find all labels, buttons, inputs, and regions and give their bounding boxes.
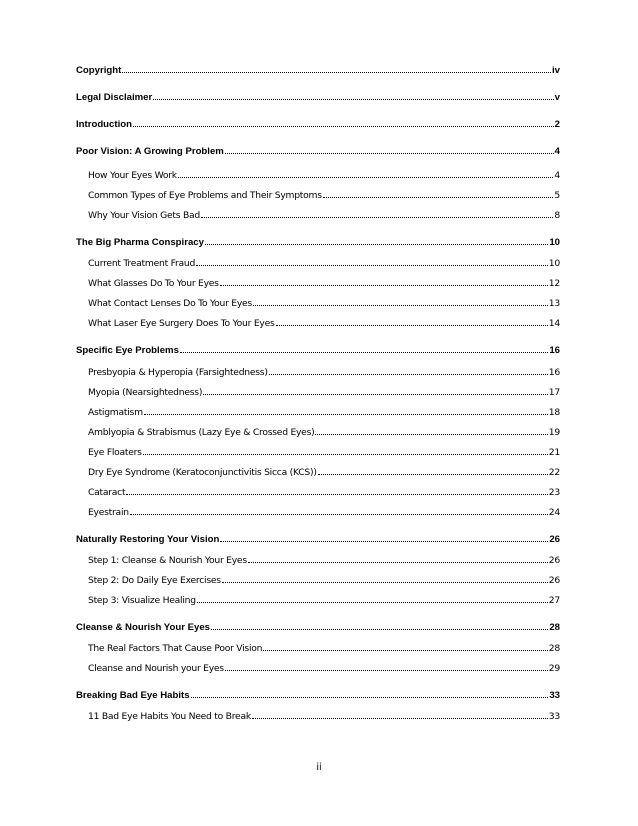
toc-chapter-entry[interactable] bbox=[76, 114, 560, 130]
toc-entry-title: What Glasses Do To Your Eyes bbox=[88, 278, 219, 289]
toc-entry-title: Legal Disclaimer bbox=[76, 92, 153, 103]
toc-entry-page: 14 bbox=[548, 318, 560, 329]
toc-entry-page: 26 bbox=[548, 575, 560, 586]
dot-leader bbox=[225, 669, 548, 671]
toc-entry-page: 19 bbox=[548, 427, 560, 438]
toc-section-entry[interactable] bbox=[88, 165, 560, 181]
toc-entry-title: Dry Eye Syndrome (Keratoconjunctivitis Sicca (KCS)) bbox=[88, 467, 317, 478]
dot-leader bbox=[263, 649, 548, 651]
toc-section-entry[interactable] bbox=[88, 462, 560, 478]
toc-entry-page: 13 bbox=[548, 298, 560, 309]
toc-entry-page: 2 bbox=[554, 119, 560, 130]
toc-entry-page: 10 bbox=[549, 237, 560, 248]
toc-entry-title: Cleanse and Nourish your Eyes bbox=[88, 663, 224, 674]
toc-section-entry[interactable] bbox=[88, 482, 560, 498]
dot-leader bbox=[248, 561, 548, 563]
toc-entry-page: 10 bbox=[548, 258, 560, 269]
toc-entry-page: 26 bbox=[549, 534, 560, 545]
dot-leader bbox=[323, 196, 554, 198]
toc-entry-title: Presbyopia & Hyperopia (Farsightedness) bbox=[88, 367, 268, 378]
dot-leader bbox=[143, 453, 548, 455]
dot-leader bbox=[220, 540, 548, 542]
toc-entry-page: 22 bbox=[548, 467, 560, 478]
toc-entry-title: Current Treatment Fraud bbox=[88, 258, 196, 269]
toc-entry-title: 11 Bad Eye Habits You Need to Break bbox=[88, 711, 251, 722]
toc-entry-title: Cataract bbox=[88, 487, 126, 498]
toc-entry-page: v bbox=[554, 92, 560, 103]
dot-leader bbox=[252, 717, 548, 719]
toc-section-entry[interactable] bbox=[88, 273, 560, 289]
toc-entry-page: 17 bbox=[548, 387, 560, 398]
toc-chapter-entry[interactable] bbox=[76, 685, 560, 701]
dot-leader bbox=[196, 264, 548, 266]
dot-leader bbox=[133, 125, 554, 127]
toc-entry-title: The Real Factors That Cause Poor Vision bbox=[88, 643, 263, 654]
dot-leader bbox=[201, 216, 553, 218]
dot-leader bbox=[130, 513, 548, 515]
dot-leader bbox=[122, 71, 551, 73]
toc-section-entry[interactable] bbox=[88, 442, 560, 458]
toc-entry-title: Naturally Restoring Your Vision bbox=[76, 534, 220, 545]
dot-leader bbox=[144, 413, 548, 415]
dot-leader bbox=[269, 373, 548, 375]
toc-entry-page: iv bbox=[551, 65, 560, 76]
dot-leader bbox=[318, 473, 548, 475]
toc-chapter-entry[interactable] bbox=[76, 529, 560, 545]
toc-entry-page: 21 bbox=[548, 447, 560, 458]
dot-leader bbox=[197, 601, 548, 603]
dot-leader bbox=[222, 581, 548, 583]
toc-entry-title: Astigmatism bbox=[88, 407, 143, 418]
toc-entry-page: 4 bbox=[554, 170, 560, 181]
toc-entry-title: Introduction bbox=[76, 119, 132, 130]
dot-leader bbox=[220, 284, 548, 286]
toc-section-entry[interactable] bbox=[88, 570, 560, 586]
toc-entry-title: Cleanse & Nourish Your Eyes bbox=[76, 622, 211, 633]
toc-entry-title: How Your Eyes Work bbox=[88, 170, 177, 181]
toc-entry-title: Eyestrain bbox=[88, 507, 129, 518]
dot-leader bbox=[205, 243, 548, 245]
dot-leader bbox=[180, 351, 548, 353]
toc-chapter-entry[interactable] bbox=[76, 617, 560, 633]
toc-section-entry[interactable] bbox=[88, 638, 560, 654]
toc-section-entry[interactable] bbox=[88, 550, 560, 566]
toc-entry-title: Poor Vision: A Growing Problem bbox=[76, 146, 224, 157]
toc-entry-title: Common Types of Eye Problems and Their Symptoms bbox=[88, 190, 322, 201]
toc-entry-page: 24 bbox=[548, 507, 560, 518]
toc-section-entry[interactable] bbox=[88, 185, 560, 201]
dot-leader bbox=[126, 493, 547, 495]
toc-chapter-entry[interactable] bbox=[76, 340, 560, 356]
dot-leader bbox=[211, 628, 548, 630]
toc-entry-title: Amblyopia & Strabismus (Lazy Eye & Crossed Eyes) bbox=[88, 427, 315, 438]
toc-section-entry[interactable] bbox=[88, 422, 560, 438]
toc-entry-page: 12 bbox=[548, 278, 560, 289]
toc-entry-title: Step 1: Cleanse & Nourish Your Eyes bbox=[88, 555, 247, 566]
toc-section-entry[interactable] bbox=[88, 313, 560, 329]
toc-chapter-entry[interactable] bbox=[76, 60, 560, 76]
toc-entry-page: 16 bbox=[549, 345, 560, 356]
toc-entry-page: 26 bbox=[548, 555, 560, 566]
toc-section-entry[interactable] bbox=[88, 205, 560, 221]
toc-section-entry[interactable] bbox=[88, 402, 560, 418]
dot-leader bbox=[315, 433, 547, 435]
toc-section-entry[interactable] bbox=[88, 362, 560, 378]
toc-entry-page: 28 bbox=[549, 622, 560, 633]
toc-entry-title: Breaking Bad Eye Habits bbox=[76, 690, 190, 701]
toc-entry-page: 5 bbox=[554, 190, 560, 201]
toc-section-entry[interactable] bbox=[88, 590, 560, 606]
page-number: ii bbox=[316, 762, 322, 773]
dot-leader bbox=[191, 696, 549, 698]
toc-entry-title: Why Your Vision Gets Bad bbox=[88, 210, 200, 221]
toc-entry-page: 16 bbox=[548, 367, 560, 378]
dot-leader bbox=[178, 176, 554, 178]
toc-entry-page: 4 bbox=[554, 146, 560, 157]
dot-leader bbox=[153, 98, 553, 100]
toc-entry-title: Eye Floaters bbox=[88, 447, 142, 458]
dot-leader bbox=[225, 152, 554, 154]
toc-section-entry[interactable] bbox=[88, 502, 560, 518]
toc-entry-title: What Laser Eye Surgery Does To Your Eyes bbox=[88, 318, 275, 329]
toc-section-entry[interactable] bbox=[88, 253, 560, 269]
toc-entry-page: 29 bbox=[548, 663, 560, 674]
dot-leader bbox=[276, 324, 548, 326]
toc-entry-title: The Big Pharma Conspiracy bbox=[76, 237, 204, 248]
toc-entry-page: 27 bbox=[548, 595, 560, 606]
toc-entry-title: Myopia (Nearsightedness) bbox=[88, 387, 203, 398]
toc-chapter-entry[interactable] bbox=[76, 87, 560, 103]
toc-section-entry[interactable] bbox=[88, 706, 560, 722]
toc-entry-page: 28 bbox=[548, 643, 560, 654]
toc-entry-page: 18 bbox=[548, 407, 560, 418]
toc-chapter-entry[interactable] bbox=[76, 141, 560, 157]
toc-entry-page: 8 bbox=[554, 210, 560, 221]
toc-entry-page: 33 bbox=[549, 690, 560, 701]
toc-entry-title: Copyright bbox=[76, 65, 122, 76]
toc-entry-title: Step 2: Do Daily Eye Exercises bbox=[88, 575, 221, 586]
dot-leader bbox=[253, 304, 548, 306]
toc-entry-title: Step 3: Visualize Healing bbox=[88, 595, 196, 606]
toc-entry-page: 33 bbox=[548, 711, 560, 722]
toc-entry-page: 23 bbox=[548, 487, 560, 498]
toc-section-entry[interactable] bbox=[88, 382, 560, 398]
toc-section-entry[interactable] bbox=[88, 293, 560, 309]
toc-entry-title: What Contact Lenses Do To Your Eyes bbox=[88, 298, 252, 309]
toc-chapter-entry[interactable] bbox=[76, 232, 560, 248]
toc-entry-title: Specific Eye Problems bbox=[76, 345, 179, 356]
toc-section-entry[interactable] bbox=[88, 658, 560, 674]
dot-leader bbox=[203, 393, 548, 395]
